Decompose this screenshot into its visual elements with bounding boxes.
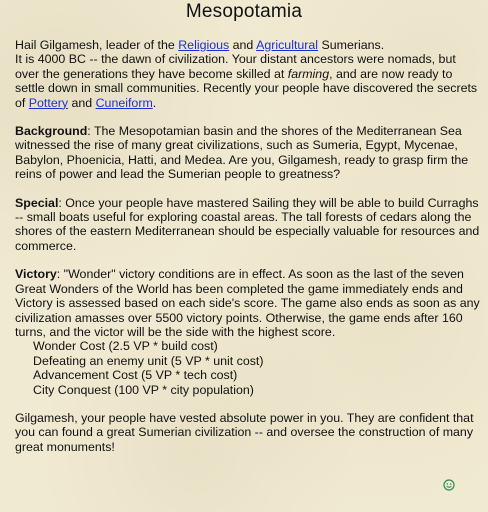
victory-label: Victory bbox=[15, 267, 57, 282]
intro-text: , and are now ready to settle down in small communities. Recently your people have discovered the secrets of bbox=[15, 66, 478, 110]
special-label: Special bbox=[15, 195, 59, 210]
intro-text: Sumerians. bbox=[318, 38, 385, 52]
list-item: Advancement Cost (5 VP * tech cost) bbox=[33, 368, 238, 383]
briefing-content bbox=[15, 38, 480, 468]
special-paragraph bbox=[15, 196, 480, 254]
pottery-link[interactable]: Pottery bbox=[28, 95, 69, 110]
victory-paragraph bbox=[15, 267, 480, 339]
intro-text: and bbox=[68, 95, 96, 110]
list-item: City Conquest (100 VP * city population) bbox=[33, 382, 254, 397]
closing-paragraph: Gilgamesh, your people have vested absolute power in you. They are confident that you can found a great Sumerian civilization -- and oversee the construction of many great monuments! bbox=[15, 410, 474, 454]
intro-text: It is 4000 BC -- the dawn of civilization. Your distant ancestors were nomads, but over the generations they have become skilled at bbox=[15, 52, 456, 81]
list-item: Wonder Cost (2.5 VP * build cost) bbox=[33, 339, 218, 354]
background-paragraph bbox=[15, 124, 480, 182]
background-text: : The Mesopotamian basin and the shores of the Mediterranean Sea witnessed the rise of many great civilizations, such as Sumeria, Egypt, Mycenae, Babylon, Phoenicia, Hatti, and Medea. Are you, Gilgamesh, ready to grasp firm the reins of power and lead the Sumerian people to greatness? bbox=[15, 124, 469, 182]
cuneiform-link[interactable]: Cuneiform bbox=[95, 95, 153, 110]
victory-cost-list bbox=[15, 339, 480, 397]
intro-text: and bbox=[229, 38, 257, 52]
intro-paragraph bbox=[15, 38, 480, 110]
background-label: Background bbox=[15, 124, 88, 139]
agricultural-link[interactable]: Agricultural bbox=[256, 38, 319, 52]
intro-text: . bbox=[152, 95, 157, 110]
special-text: : Once your people have mastered Sailing they will be able to build Curraghs -- small boats useful for exploring coastal areas. The tall forests of cedars along the shores of the eastern Mediterranean should be especially valuable for resources and commerce. bbox=[15, 195, 480, 253]
page-title: Mesopotamia bbox=[185, 1, 303, 22]
list-item: Defeating an enemy unit (5 VP * unit cost) bbox=[33, 353, 264, 368]
intro-text: Hail Gilgamesh, leader of the bbox=[15, 38, 179, 52]
smiley-icon[interactable] bbox=[443, 479, 455, 491]
religious-link[interactable]: Religious bbox=[178, 38, 230, 52]
farming-emphasis: farming bbox=[287, 66, 330, 81]
victory-text: : "Wonder" victory conditions are in effect. As soon as the last of the seven Great Wonders of the World has been completed the game immediately ends and Victory is assessed based on each side's score. The game also ends as soon as any civilization amasses over 5500 victory points. Otherwise, the game ends after 160 turns, and the victor will be the side with the highest score. bbox=[15, 267, 480, 339]
